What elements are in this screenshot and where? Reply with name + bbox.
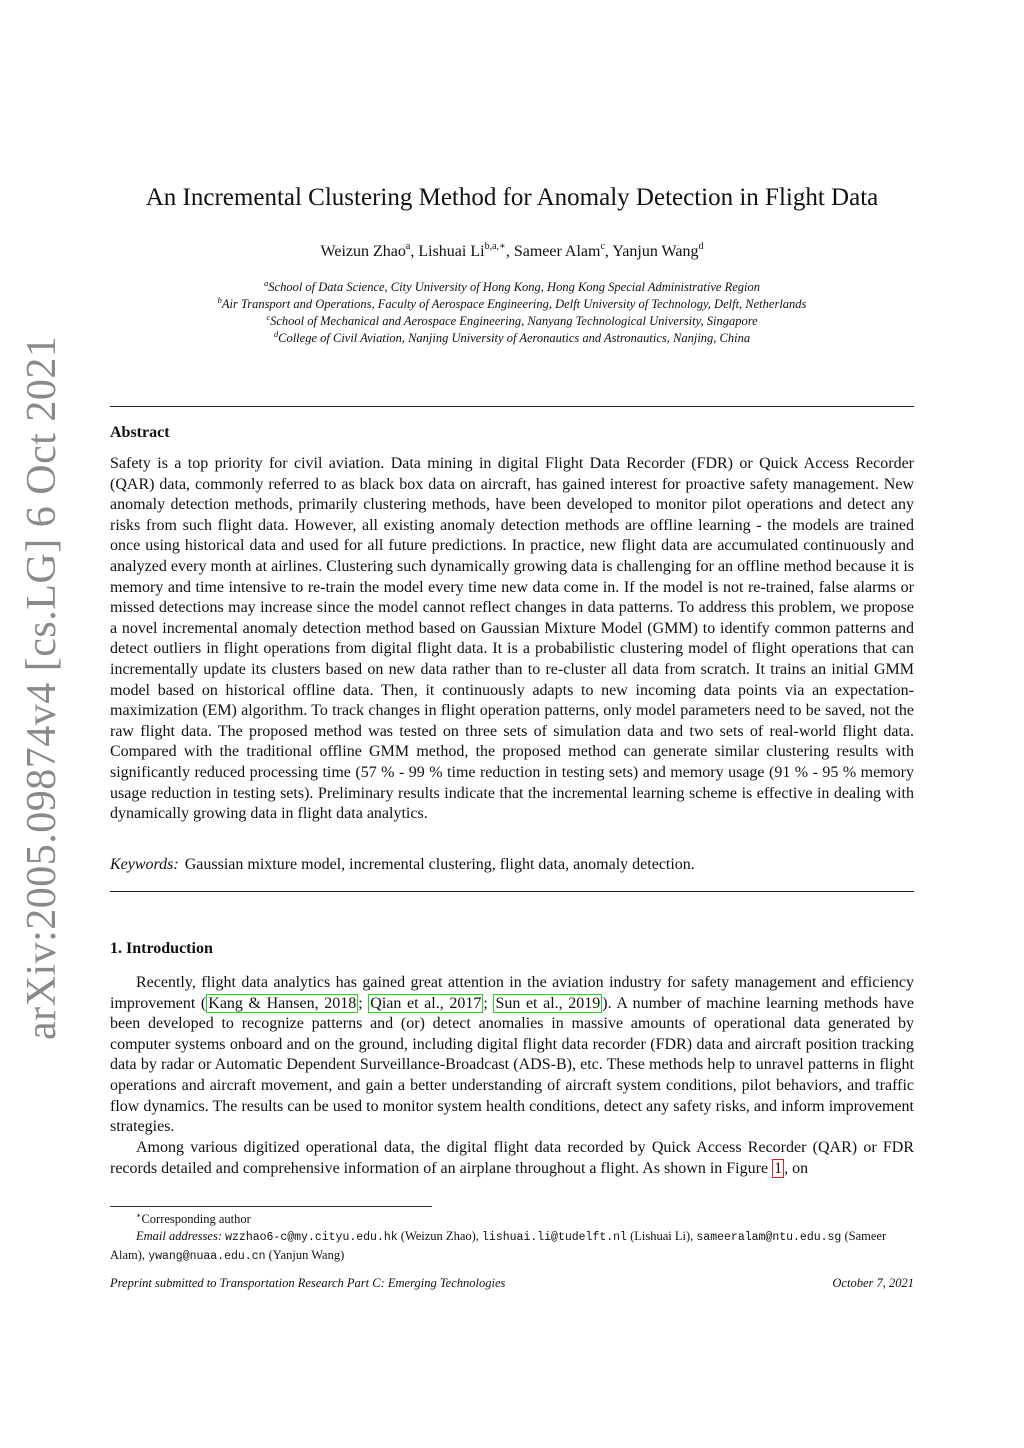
author-name: Weizun Zhao — [320, 243, 406, 260]
intro-p1-text: ). A number of machine learning methods have been developed to recognize patterns and (or) detect anomalies in massive amounts of operational data generated by computer systems onboard and on the ground, including digital flight data recorder (FDR) data and aircraft position tracking data by radar or Automatic Dependent Surveillance-Broadcast (ADS-B), etc. These methods help to unravel patterns in flight operations and aircraft movement, and gain a better understanding of aircraft system conditions, pilot behaviors, and traffic flow dynamics. The results can be used to monitor system health conditions, detect any safety risks, and inform improvement strategies. — [110, 994, 915, 1136]
email-owner: (Yanjun Wang) — [265, 1247, 345, 1262]
email-label: Email addresses: — [136, 1229, 222, 1243]
email-owner: (Sameer Alam), — [110, 1229, 887, 1262]
abstract-body: Safety is a top priority for civil aviation. Data mining in digital Flight Data Recorder (FDR) or Quick Access Recorder (QAR) data, commonly referred to as black box data on aircraft, has gained interest for proactive safety management. New anomaly detection methods, primarily clustering methods, have been developed to monitor pilot operations and detect any risks from such flight data. However, all existing anomaly detection methods are offline learning - the models are trained once using historical data and used for all future predictions. In practice, new flight data are accumulated continuously and analyzed every month at airlines. Clustering such dynamically growing data is challenging for an offline method because it is memory and time intensive to re-train the model every time new data come in. If the model is not re-trained, false alarms or missed detections may increase since the model cannot reflect changes in data patterns. To address this problem, we propose a novel incremental anomaly detection method based on Gaussian Mixture Model (GMM) to identify common patterns and detect outliers in flight operations from digital flight data. It is a probabilistic clustering model of flight operations that can incrementally update its clusters based on new data rather than to re-cluster all data from scratch. It trains an initial GMM model based on historical offline data. Then, it continuously adapts to new incoming data points via an expectation-maximization (EM) algorithm. To track changes in flight operation patterns, only model parameters need to be saved, not the raw flight data. The proposed method was tested on three sets of simulation data and two sets of real-world flight data. Compared with the traditional offline GMM method, the proposed method can generate similar clustering results with significantly reduced processing time (57 % - 99 % time reduction in testing sets) and memory usage (91 % - 95 % memory usage reduction in testing sets). Preliminary results indicate that the incremental learning scheme is effective in dealing with dynamically growing data in flight data analytics. — [110, 455, 914, 823]
author-list — [0, 243, 1024, 261]
email-owner: (Weizun Zhao), — [397, 1229, 483, 1243]
citation-link-qian[interactable]: Qian et al., 2017 — [370, 994, 482, 1012]
author-name: Sameer Alam — [513, 243, 601, 260]
email-address[interactable]: ywang@nuaa.edu.cn — [148, 1249, 266, 1263]
intro-paragraph-2 — [110, 1138, 914, 1179]
citation-separator: ; — [358, 994, 369, 1012]
affiliation-text: Air Transport and Operations, Faculty of Aerospace Engineering, Delft University of Technology, Delft, Netherlands — [221, 297, 807, 311]
abstract-heading: Abstract — [110, 424, 170, 441]
author-affil-sup: c — [600, 241, 605, 252]
abstract-top-rule — [110, 406, 914, 407]
affiliation-text: College of Civil Aviation, Nanjing University of Aeronautics and Astronautics, Nanjing, China — [278, 331, 751, 345]
author-affil-sup: b,a,∗ — [484, 241, 506, 252]
affiliation-list — [0, 279, 1024, 347]
keywords-line — [110, 856, 695, 874]
affiliation-sup: d — [273, 329, 279, 339]
affiliation-text: School of Mechanical and Aerospace Engineering, Nanyang Technological University, Singapore — [270, 314, 758, 328]
figure-reference-link[interactable]: 1 — [774, 1159, 783, 1177]
email-address[interactable]: wzzhao6-c@my.cityu.edu.hk — [225, 1231, 398, 1244]
citation-separator: ; — [483, 994, 494, 1012]
email-owner: (Lishuai Li), — [626, 1229, 697, 1243]
paper-title: An Incremental Clustering Method for Anomaly Detection in Flight Data — [145, 184, 879, 211]
affiliation-sup: b — [217, 295, 222, 305]
citation-link-sun[interactable]: Sun et al., 2019 — [495, 994, 601, 1012]
affiliation-line — [0, 279, 1024, 296]
footer-date: October 7, 2021 — [832, 1276, 914, 1290]
section-heading-introduction: 1. Introduction — [110, 940, 213, 957]
author-name: Lishuai Li — [418, 243, 485, 260]
keywords-label: Keywords: — [110, 856, 179, 873]
email-address[interactable]: lishuai.li@tudelft.nl — [482, 1231, 627, 1244]
footnote-mark: ∗ — [136, 1211, 142, 1220]
footnote-email-addresses — [110, 1228, 914, 1265]
citation-link-kang-hansen[interactable]: Kang & Hansen, 2018 — [208, 994, 357, 1012]
affiliation-line — [0, 313, 1024, 330]
email-address[interactable]: sameeralam@ntu.edu.sg — [696, 1231, 842, 1244]
footer-preprint-note: Preprint submitted to Transportation Research Part C: Emerging Technologies — [110, 1276, 506, 1290]
abstract-bottom-rule — [110, 891, 914, 892]
footnote-corresponding-author — [110, 1211, 914, 1228]
author-separator: , — [410, 243, 419, 260]
footnote-text: Corresponding author — [141, 1212, 251, 1226]
affiliation-line — [0, 330, 1024, 347]
author-separator: , — [604, 243, 613, 260]
arxiv-side-stamp: arXiv:2005.09874v4 [cs.LG] 6 Oct 2021 — [19, 335, 65, 1040]
affiliation-line — [0, 296, 1024, 313]
intro-paragraph-1 — [110, 973, 914, 1138]
keywords-text: Gaussian mixture model, incremental clustering, flight data, anomaly detection. — [184, 856, 695, 873]
affiliation-text: School of Data Science, City University of Hong Kong, Hong Kong Special Administrative Region — [268, 280, 760, 294]
intro-p2-text: , on — [784, 1159, 809, 1177]
affiliation-sup: c — [266, 312, 271, 322]
author-affil-sup: a — [405, 241, 411, 252]
footnote-rule — [110, 1206, 432, 1207]
intro-p2-text: Among various digitized operational data, the digital flight data recorded by Quick Access Recorder (QAR) or FDR records detailed and comprehensive information of an airplane throughout a flight. As shown in Figure — [110, 1139, 914, 1177]
author-name: Yanjun Wang — [612, 243, 699, 260]
intro-p1-text: Recently, flight data analytics has gained great attention in the aviation industry for safety management and efficiency improvement ( — [110, 974, 914, 1012]
author-affil-sup: d — [698, 241, 704, 252]
author-separator: , — [505, 243, 514, 260]
affiliation-sup: a — [264, 278, 269, 288]
